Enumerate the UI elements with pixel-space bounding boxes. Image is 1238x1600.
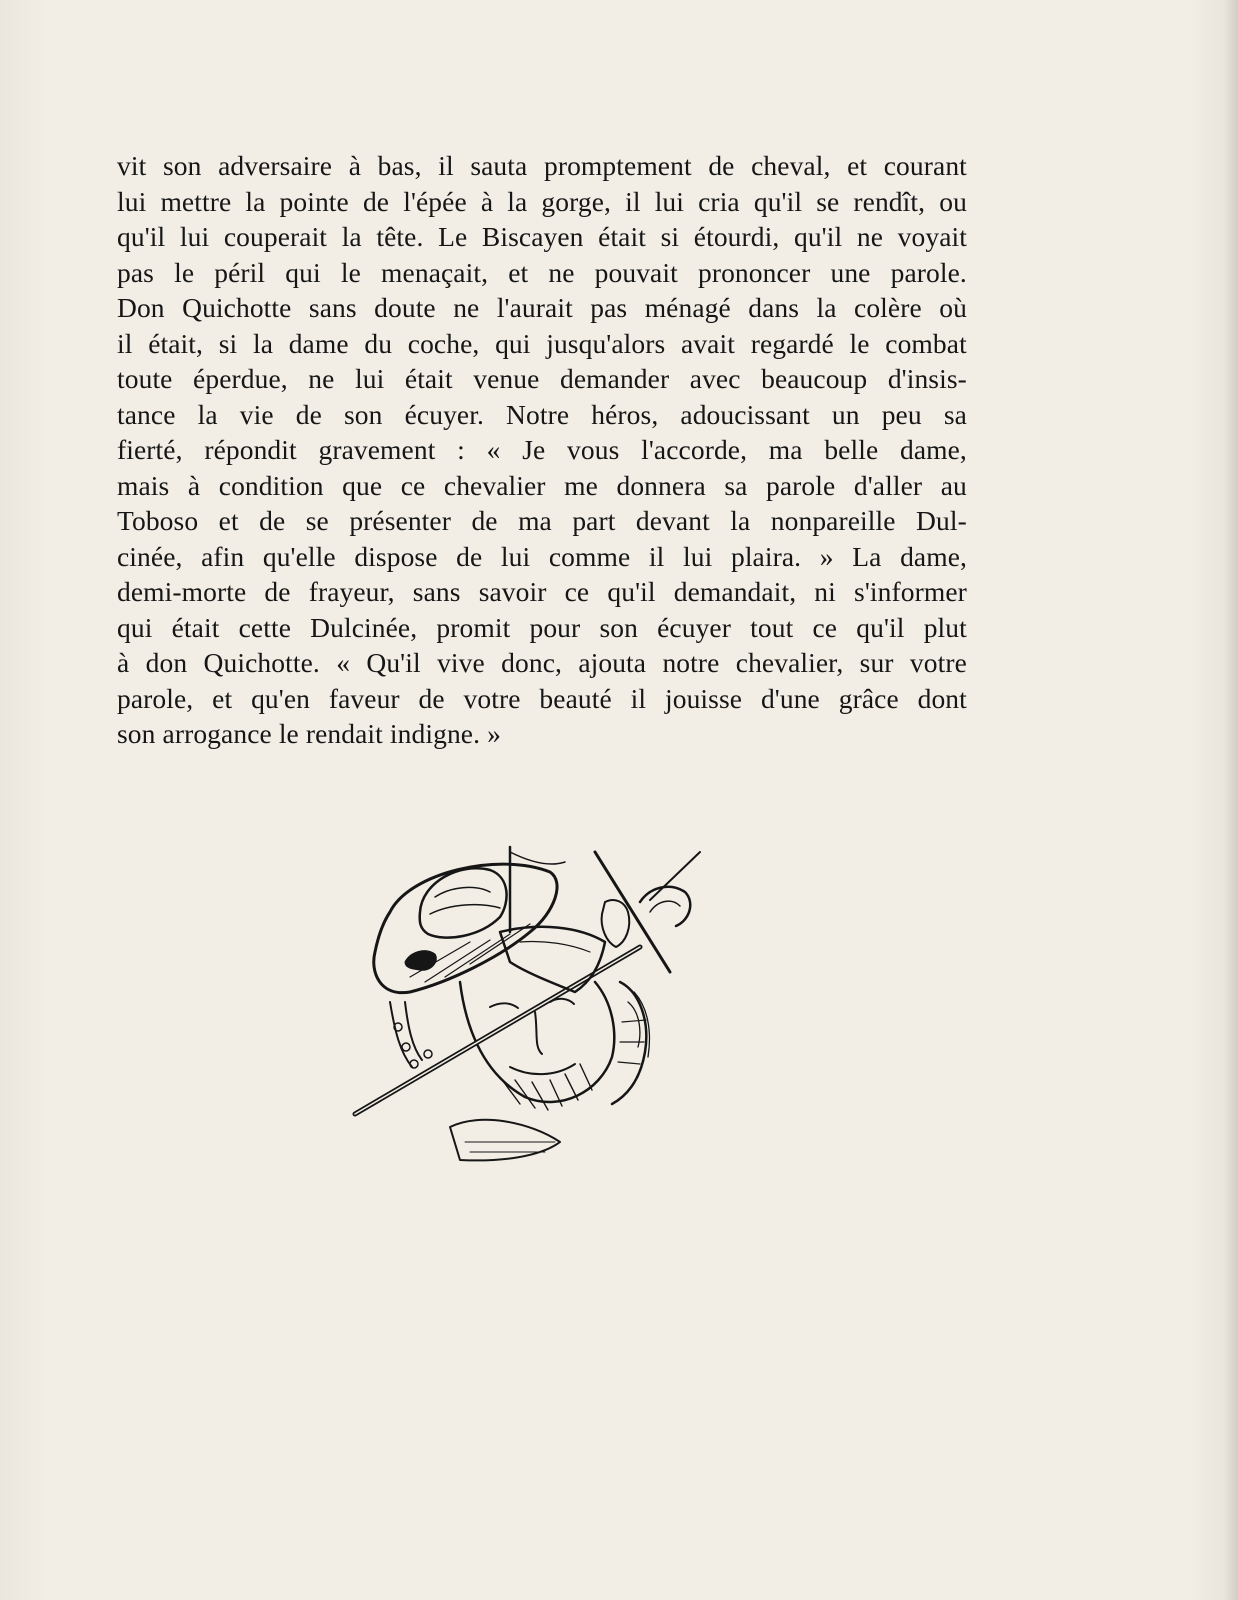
text-line: toute éperdue, ne lui était venue demander avec beaucoup d'insis- xyxy=(117,363,967,394)
text-line: parole, et qu'en faveur de votre beauté il jouisse d'une grâce dont xyxy=(117,682,967,714)
text-line: cinée, afin qu'elle dispose de lui comme il lui plaira. » La dame, xyxy=(117,540,967,572)
text-line: qui était cette Dulcinée, promit pour son écuyer tout ce qu'il plut xyxy=(117,611,967,643)
text-line: il était, si la dame du coche, qui jusqu'alors avait regardé le combat xyxy=(117,327,967,359)
text-line: vit son adversaire à bas, il sauta promptement de cheval, et courant xyxy=(117,150,967,181)
text-line: qu'il lui couperait la tête. Le Biscayen était si étourdi, qu'il ne voyait xyxy=(117,221,967,252)
text-line: pas le péril qui le menaçait, et ne pouvait prononcer une parole. xyxy=(117,256,967,288)
text-line: mais à condition que ce chevalier me donnera sa parole d'aller au xyxy=(117,469,967,501)
text-line: demi-morte de frayeur, sans savoir ce qu'il demandait, ni s'informer xyxy=(117,576,967,607)
text-line: Toboso et de se présenter de ma part devant la nonpareille Dul- xyxy=(117,505,967,536)
text-line: son arrogance le rendait indigne. » xyxy=(117,718,501,749)
text-line: Don Quichotte sans doute ne l'aurait pas ménagé dans la colère où xyxy=(117,292,967,323)
knight-with-hat-and-sword-drawing-icon xyxy=(350,842,730,1202)
text-line: à don Quichotte. « Qu'il vive donc, ajouta notre chevalier, sur votre xyxy=(117,647,967,678)
text-line: lui mettre la pointe de l'épée à la gorge, il lui cria qu'il se rendît, ou xyxy=(117,185,967,217)
page-edge-shadow xyxy=(1224,0,1238,1600)
text-line: fierté, répondit gravement : « Je vous l'accorde, ma belle dame, xyxy=(117,434,967,465)
paragraph-text xyxy=(117,148,967,752)
text-line: tance la vie de son écuyer. Notre héros, adoucissant un peu sa xyxy=(117,398,967,430)
